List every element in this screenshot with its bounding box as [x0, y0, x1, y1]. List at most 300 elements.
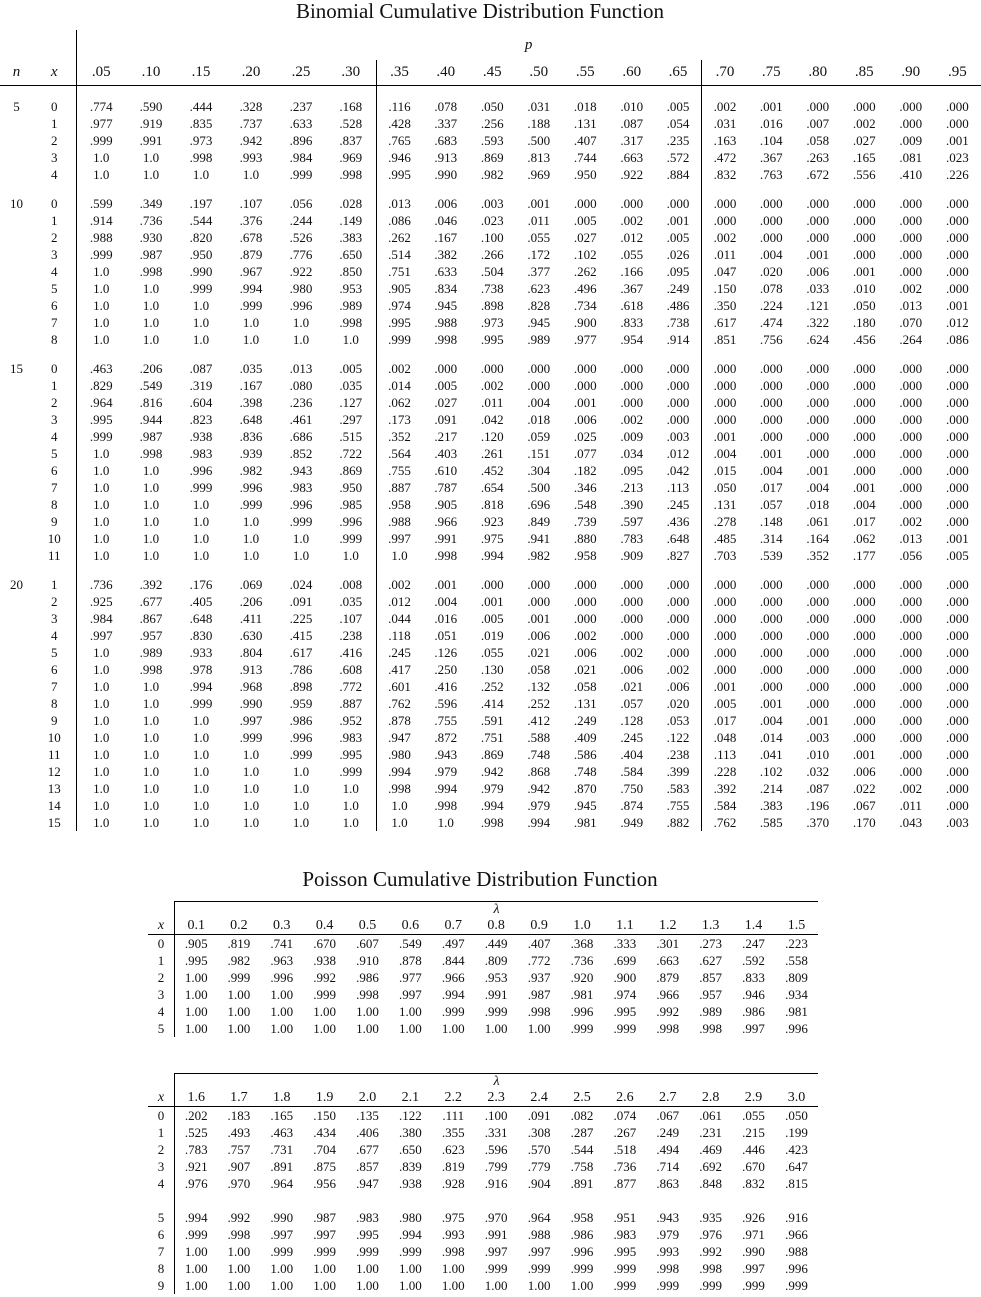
probability-cell: .011	[481, 395, 504, 410]
probability-cell: .398	[239, 395, 263, 410]
spacer-cell	[326, 564, 376, 576]
probability-cell: .000	[899, 730, 923, 745]
probability-cell: .074	[613, 1108, 637, 1123]
spacer-cell	[0, 183, 33, 195]
probability-cell: .627	[699, 953, 722, 968]
probability-cell: .000	[946, 99, 969, 114]
probability-cell: .005	[480, 611, 504, 626]
probability-cell: 1.0	[76, 297, 126, 314]
probability-cell: .900	[613, 970, 637, 985]
probability-cell: .000	[852, 446, 876, 461]
x-value: 9	[51, 514, 58, 529]
probability-cell: 1.0	[242, 315, 260, 330]
probability-cell: .001	[702, 678, 749, 695]
probability-cell: .165	[852, 150, 876, 165]
probability-cell: 1.0	[376, 814, 423, 831]
probability-cell: .000	[852, 99, 876, 114]
spacer-cell	[376, 348, 423, 360]
probability-cell: .950	[189, 247, 213, 262]
probability-cell: .994	[441, 987, 465, 1002]
probability-cell: .607	[356, 936, 379, 951]
probability-cell: .518	[613, 1142, 637, 1157]
probability-cell: .998	[227, 1227, 251, 1242]
lambda-value-header: 0.7	[432, 917, 475, 935]
probability-cell: 1.0	[142, 332, 160, 347]
probability-cell: .999	[613, 1278, 637, 1293]
probability-cell: .999	[399, 1244, 422, 1259]
probability-cell: 1.0	[242, 798, 260, 813]
spacer-cell	[702, 564, 749, 576]
probability-cell: .999	[76, 132, 126, 149]
probability-cell: .278	[702, 513, 749, 530]
probability-cell: .755	[666, 798, 690, 813]
table-row	[0, 115, 981, 132]
probability-cell: .804	[239, 645, 263, 660]
probability-cell: .000	[759, 594, 783, 609]
probability-cell: 1.0	[76, 780, 126, 797]
probability-cell: 1.00	[227, 1278, 251, 1293]
probability-cell: .380	[399, 1125, 422, 1140]
probability-cell: .964	[527, 1210, 551, 1225]
spacer-cell	[934, 348, 981, 360]
x-label: x	[148, 1089, 175, 1107]
probability-cell: .000	[899, 645, 923, 660]
probability-cell: .868	[527, 764, 551, 779]
probability-cell: .000	[946, 713, 969, 728]
probability-cell: 1.0	[76, 479, 126, 496]
n-value	[0, 479, 33, 496]
probability-cell: .942	[480, 764, 504, 779]
probability-cell: .925	[76, 593, 126, 610]
probability-cell: .874	[620, 798, 644, 813]
probability-cell: .183	[227, 1108, 251, 1123]
probability-cell: .952	[339, 713, 363, 728]
probability-cell: 1.0	[192, 730, 210, 745]
probability-cell: 1.0	[342, 815, 359, 830]
p-value-header: .20	[226, 60, 276, 86]
probability-cell: .215	[742, 1125, 765, 1140]
probability-cell: .399	[666, 764, 690, 779]
probability-cell: .001	[527, 196, 551, 211]
probability-cell: .601	[376, 678, 423, 695]
probability-cell: .994	[189, 679, 213, 694]
probability-cell: .007	[806, 116, 830, 131]
lambda-value-header: 2.0	[346, 1089, 389, 1107]
probability-cell: .404	[620, 747, 644, 762]
probability-cell: .000	[573, 611, 597, 626]
probability-cell: .672	[806, 167, 830, 182]
probability-cell: .061	[699, 1108, 722, 1123]
probability-cell: .297	[339, 412, 363, 427]
probability-cell: .572	[666, 150, 690, 165]
probability-cell: 1.00	[399, 1004, 422, 1019]
probability-cell: .006	[527, 628, 551, 643]
probability-cell: .990	[434, 167, 458, 182]
probability-cell: 1.0	[76, 661, 126, 678]
probability-cell: .001	[946, 298, 969, 313]
probability-cell: .050	[852, 298, 876, 313]
probability-cell: .018	[527, 412, 551, 427]
probability-cell: .584	[620, 764, 644, 779]
probability-cell: .000	[806, 645, 830, 660]
probability-cell: .995	[339, 747, 363, 762]
spacer-cell	[33, 183, 76, 195]
spacer-cell	[841, 183, 888, 195]
probability-cell: .067	[852, 798, 876, 813]
probability-cell: .696	[527, 497, 551, 512]
probability-cell: 1.0	[192, 548, 210, 563]
probability-cell: .755	[376, 462, 423, 479]
probability-cell: 1.0	[242, 167, 260, 182]
probability-cell: .000	[852, 730, 876, 745]
probability-cell: .000	[759, 628, 783, 643]
probability-cell: .055	[527, 230, 551, 245]
probability-cell: .896	[289, 133, 313, 148]
probability-cell: .779	[527, 1159, 551, 1174]
probability-cell: .999	[613, 1261, 637, 1276]
spacer-cell	[76, 183, 126, 195]
probability-cell: .993	[656, 1244, 680, 1259]
table-row	[0, 530, 981, 547]
probability-cell: .588	[527, 730, 551, 745]
spacer-cell	[732, 1192, 775, 1209]
probability-cell: .000	[946, 628, 969, 643]
probability-cell: .984	[289, 150, 313, 165]
probability-cell: .062	[376, 394, 423, 411]
x-value: 3	[51, 412, 58, 427]
probability-cell: .000	[946, 764, 969, 779]
probability-cell: .941	[527, 531, 551, 546]
probability-cell: .857	[699, 970, 722, 985]
probability-cell: .163	[702, 132, 749, 149]
probability-cell: .992	[699, 1244, 722, 1259]
probability-cell: 1.00	[441, 1278, 465, 1293]
probability-cell: .549	[399, 936, 422, 951]
probability-cell: .867	[139, 611, 163, 626]
probability-cell: .188	[527, 116, 551, 131]
probability-cell: .256	[480, 116, 504, 131]
probability-cell: .957	[139, 628, 163, 643]
probability-cell: .993	[441, 1227, 465, 1242]
p-label: p	[76, 30, 981, 60]
lambda-value-header: 2.4	[518, 1089, 561, 1107]
table-row	[0, 576, 981, 593]
p-value-header: .40	[423, 60, 470, 86]
spacer-cell	[469, 348, 516, 360]
probability-cell: .000	[899, 247, 923, 262]
probability-cell: 1.0	[142, 497, 160, 512]
probability-cell: 1.0	[342, 332, 359, 347]
probability-cell: .024	[289, 577, 313, 592]
n-value	[0, 445, 33, 462]
probability-cell: .990	[189, 264, 213, 279]
probability-cell: .558	[785, 953, 808, 968]
probability-cell: .000	[527, 577, 551, 592]
probability-cell: .944	[139, 412, 163, 427]
probability-cell: .043	[899, 815, 923, 830]
probability-cell: 1.0	[242, 514, 260, 529]
spacer-cell	[888, 564, 935, 576]
probability-cell: .415	[289, 628, 313, 643]
x-value: 0	[51, 99, 58, 114]
probability-cell: 1.0	[76, 763, 126, 780]
probability-cell: .382	[434, 247, 458, 262]
probability-cell: .617	[289, 645, 313, 660]
probability-cell: .686	[289, 429, 313, 444]
probability-cell: .904	[527, 1176, 551, 1191]
probability-cell: .000	[899, 611, 923, 626]
probability-cell: 1.0	[292, 315, 310, 330]
probability-cell: .091	[289, 594, 313, 609]
probability-cell: 1.0	[342, 798, 359, 813]
probability-cell: .050	[480, 99, 504, 114]
probability-cell: .926	[742, 1210, 765, 1225]
probability-cell: .783	[184, 1142, 208, 1157]
probability-cell: .170	[852, 815, 876, 830]
probability-cell: .851	[702, 331, 749, 348]
probability-cell: .999	[484, 1004, 508, 1019]
probability-cell: .000	[702, 377, 749, 394]
probability-cell: .314	[759, 531, 783, 546]
probability-cell: .020	[666, 696, 690, 711]
probability-cell: .650	[339, 247, 363, 262]
probability-cell: .287	[570, 1125, 594, 1140]
probability-cell: .214	[759, 781, 783, 796]
lambda-value-header: 0.4	[303, 917, 346, 935]
probability-cell: .005	[666, 99, 690, 114]
probability-cell: .544	[570, 1142, 594, 1157]
probability-cell: .245	[620, 730, 644, 745]
probability-cell: .167	[434, 230, 458, 245]
spacer-cell	[126, 183, 176, 195]
p-value-header: .90	[888, 60, 935, 86]
probability-cell: 1.0	[242, 764, 260, 779]
spacer-cell	[775, 1192, 818, 1209]
probability-cell: .648	[666, 531, 690, 546]
probability-cell: .608	[339, 662, 363, 677]
probability-cell: .000	[899, 429, 923, 444]
probability-cell: .004	[759, 247, 783, 262]
probability-cell: .009	[899, 133, 923, 148]
probability-cell: .880	[573, 531, 597, 546]
probability-cell: .969	[527, 167, 551, 182]
table-row	[148, 1277, 818, 1294]
probability-cell: .000	[899, 713, 923, 728]
x-value: 5	[148, 1209, 175, 1226]
probability-cell: .704	[313, 1142, 336, 1157]
probability-cell: .882	[666, 815, 690, 830]
probability-cell: 1.0	[142, 747, 160, 762]
probability-cell: .678	[239, 230, 263, 245]
probability-cell: .836	[239, 429, 263, 444]
x-value: 2	[51, 133, 58, 148]
n-value	[0, 530, 33, 547]
spacer-cell	[795, 564, 842, 576]
probability-cell: .765	[376, 132, 423, 149]
spacer-cell	[469, 183, 516, 195]
probability-cell: .939	[239, 446, 263, 461]
probability-cell: .249	[666, 281, 690, 296]
probability-cell: .023	[480, 213, 504, 228]
probability-cell: .000	[946, 730, 969, 745]
probability-cell: 1.0	[142, 298, 160, 313]
probability-cell: 1.0	[292, 764, 310, 779]
probability-cell: .000	[702, 661, 749, 678]
probability-cell: .176	[189, 577, 213, 592]
probability-cell: .000	[946, 395, 969, 410]
probability-cell: .630	[239, 628, 263, 643]
probability-cell: .000	[899, 412, 923, 427]
probability-cell: .990	[239, 696, 263, 711]
spacer-cell	[516, 348, 563, 360]
probability-cell: .238	[666, 747, 690, 762]
n-value	[0, 411, 33, 428]
spacer-cell	[389, 1192, 432, 1209]
probability-cell: .983	[189, 446, 213, 461]
probability-cell: .493	[227, 1125, 251, 1140]
probability-cell: .225	[289, 611, 313, 626]
probability-cell: .983	[339, 730, 363, 745]
probability-cell: 1.0	[142, 781, 160, 796]
probability-cell: .080	[289, 378, 313, 393]
probability-cell: .984	[76, 610, 126, 627]
probability-cell: .000	[852, 594, 876, 609]
probability-cell: .003	[946, 815, 969, 830]
probability-cell: .593	[480, 133, 504, 148]
probability-cell: .000	[666, 196, 690, 211]
probability-cell: .001	[852, 264, 876, 279]
probability-cell: .322	[806, 315, 830, 330]
probability-cell: .997	[484, 1244, 508, 1259]
probability-cell: .407	[527, 936, 551, 951]
spacer-cell	[748, 183, 795, 195]
probability-cell: .879	[239, 247, 263, 262]
n-value	[0, 212, 33, 229]
probability-cell: .407	[573, 133, 597, 148]
probability-cell: .987	[313, 1210, 336, 1225]
probability-cell: .018	[806, 497, 830, 512]
probability-cell: 1.0	[142, 315, 160, 330]
table-row	[0, 166, 981, 183]
probability-cell: .077	[573, 446, 597, 461]
probability-cell: .586	[573, 747, 597, 762]
probability-cell: .245	[666, 497, 690, 512]
x-value: 11	[47, 548, 61, 563]
probability-cell: .000	[899, 196, 923, 211]
probability-cell: .887	[339, 696, 363, 711]
spacer-cell	[516, 183, 563, 195]
x-value: 1	[51, 116, 58, 131]
probability-cell: .818	[480, 497, 504, 512]
probability-cell: .002	[899, 514, 923, 529]
probability-cell: .869	[339, 463, 363, 478]
x-value: 5	[51, 446, 58, 461]
probability-cell: .002	[480, 378, 504, 393]
probability-cell: .994	[480, 798, 504, 813]
probability-cell: .592	[742, 953, 765, 968]
probability-cell: .998	[656, 1261, 680, 1276]
probability-cell: .758	[570, 1159, 594, 1174]
spacer-cell	[326, 348, 376, 360]
n-value	[0, 763, 33, 780]
n-value	[0, 746, 33, 763]
spacer-cell	[841, 348, 888, 360]
probability-cell: .050	[702, 479, 749, 496]
probability-cell: .001	[434, 577, 458, 592]
probability-cell: .131	[702, 496, 749, 513]
probability-cell: .001	[573, 395, 597, 410]
probability-cell: .994	[527, 815, 551, 830]
probability-cell: .835	[189, 116, 213, 131]
probability-cell: .000	[946, 577, 969, 592]
probability-cell: .368	[570, 936, 594, 951]
probability-cell: .663	[620, 150, 644, 165]
probability-cell: .000	[806, 99, 830, 114]
probability-cell: .122	[399, 1108, 422, 1123]
table-row	[148, 1003, 818, 1020]
probability-cell: .164	[806, 531, 830, 546]
probability-cell: .997	[76, 627, 126, 644]
probability-cell: 1.0	[192, 798, 210, 813]
n-value: 5	[13, 99, 20, 114]
probability-cell: .809	[484, 953, 508, 968]
probability-cell: .000	[759, 662, 783, 677]
probability-cell: .000	[759, 645, 783, 660]
probability-cell: .263	[806, 150, 830, 165]
probability-cell: .585	[759, 815, 783, 830]
probability-cell: .996	[289, 497, 313, 512]
p-value-header: .55	[562, 60, 609, 86]
binomial-header-row	[0, 60, 981, 86]
probability-cell: .000	[759, 679, 783, 694]
probability-cell: .177	[852, 548, 876, 563]
probability-cell: .000	[527, 361, 551, 376]
spacer-cell	[346, 1192, 389, 1209]
probability-cell: 1.00	[270, 987, 294, 1002]
lambda-label: λ	[175, 1074, 819, 1090]
probability-cell: .042	[480, 412, 504, 427]
probability-cell: .544	[189, 213, 213, 228]
probability-cell: .618	[620, 298, 644, 313]
spacer-cell	[934, 86, 981, 99]
probability-cell: 1.00	[356, 1021, 379, 1036]
probability-cell: .392	[702, 780, 749, 797]
probability-cell: .991	[434, 531, 458, 546]
probability-cell: .436	[666, 514, 690, 529]
x-value: 4	[148, 1175, 175, 1192]
probability-cell: .964	[76, 394, 126, 411]
x-value: 1	[51, 577, 58, 592]
spacer-cell	[888, 183, 935, 195]
probability-cell: .000	[852, 247, 876, 262]
probability-cell: .000	[620, 628, 644, 643]
probability-cell: 1.0	[142, 679, 160, 694]
probability-cell: 1.0	[192, 315, 210, 330]
x-value: 4	[51, 429, 58, 444]
probability-cell: .002	[899, 281, 923, 296]
spacer-cell	[609, 564, 656, 576]
probability-cell: .000	[899, 99, 923, 114]
block-spacer	[0, 564, 981, 576]
n-value	[0, 496, 33, 513]
lambda-value-header: 0.5	[346, 917, 389, 935]
table-row	[148, 1226, 818, 1243]
probability-cell: .149	[339, 213, 363, 228]
probability-cell: 1.0	[192, 713, 210, 728]
probability-cell: .964	[270, 1176, 294, 1191]
probability-cell: .999	[239, 730, 263, 745]
probability-cell: .016	[759, 116, 783, 131]
